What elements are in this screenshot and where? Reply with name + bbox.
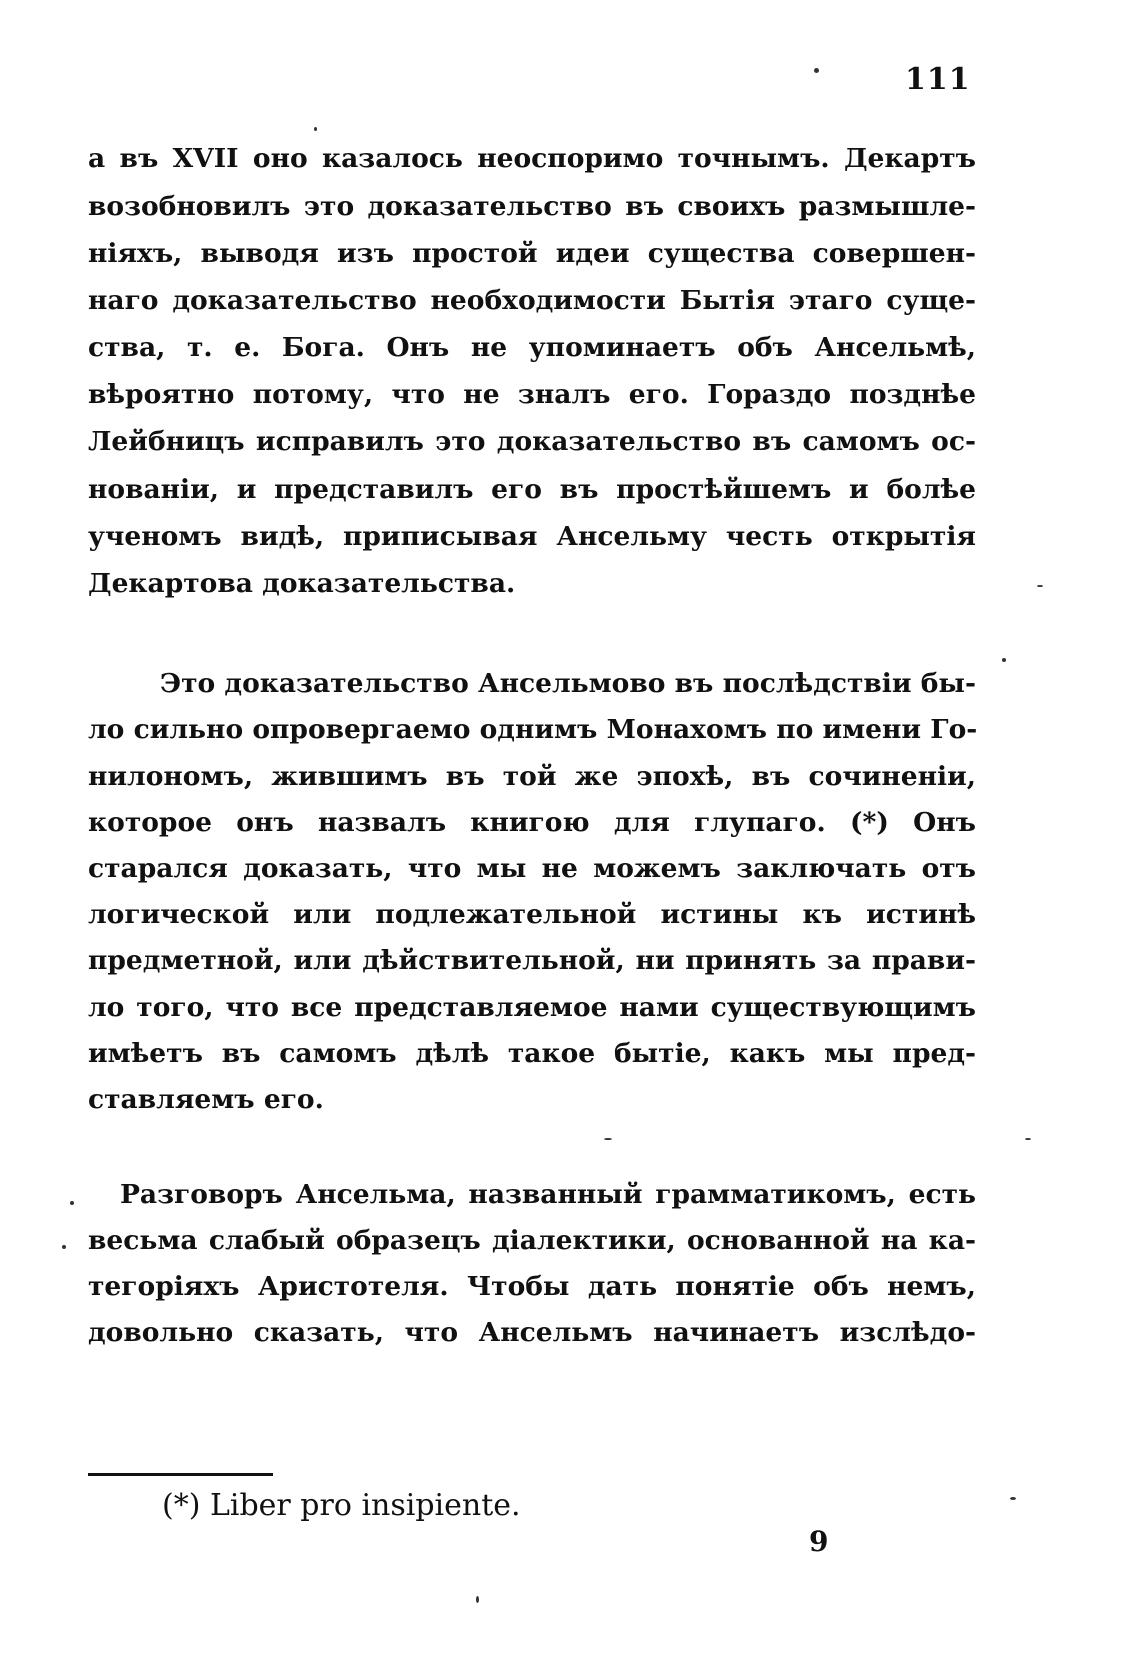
text-line: ставляемъ его. — [88, 1084, 324, 1115]
text-line: ученомъ видѣ, приписывая Ансельму честь открытія — [88, 521, 976, 552]
footnote: (*) Liber pro insipiente. — [162, 1488, 521, 1523]
text-line: наго доказательство необходимости Бытія этаго суще- — [88, 285, 976, 316]
text-line: а въ XVII оно казалось неоспоримо точнымъ. Декартъ — [88, 143, 976, 174]
text-line: Разговоръ Ансельма, названный грамматикомъ, есть — [120, 1179, 976, 1210]
text-line: довольно сказать, что Ансельмъ начинаетъ изслѣдо- — [88, 1317, 976, 1348]
text-line: Лейбницъ исправилъ это доказательство въ самомъ ос- — [88, 426, 976, 457]
text-line: которое онъ назвалъ книгою для глупаго. (*) Онъ — [88, 807, 976, 838]
ink-speck — [1002, 658, 1006, 662]
text-line: ства, т. е. Бога. Онъ не упоминаетъ объ Ансельмѣ, — [88, 332, 976, 363]
page-number: 111 — [905, 62, 971, 97]
text-line: вѣроятно потому, что не зналъ его. Гораздо позднѣе — [88, 379, 976, 410]
text-line: нилономъ, жившимъ въ той же эпохѣ, въ сочиненіи, — [88, 761, 976, 792]
ink-speck — [814, 68, 819, 73]
text-line: ло того, что все представляемое нами существующимъ — [88, 992, 976, 1023]
ink-speck — [476, 1596, 479, 1603]
footnote-rule — [88, 1473, 273, 1476]
text-line: Декартова доказательства. — [88, 568, 516, 599]
ink-speck — [1010, 1497, 1016, 1500]
text-line: ло сильно опровергаемо однимъ Монахомъ по имени Го- — [88, 714, 978, 745]
text-line: тегоріяхъ Аристотеля. Чтобы дать понятіе объ немъ, — [88, 1271, 976, 1302]
ink-speck — [62, 1245, 66, 1249]
text-line: весьма слабый образецъ діалектики, основанной на ка- — [88, 1225, 976, 1256]
text-line: ніяхъ, выводя изъ простой идеи существа совершен- — [88, 238, 976, 269]
text-line: имѣетъ въ самомъ дѣлѣ такое бытіе, какъ мы пред- — [88, 1038, 976, 1069]
ink-speck — [314, 127, 317, 131]
ink-speck — [1037, 585, 1043, 587]
text-line: нованіи, и представилъ его въ простѣйшемъ и болѣе — [88, 474, 976, 505]
text-line: старался доказать, что мы не можемъ заключать отъ — [88, 853, 976, 884]
text-line: Это доказательство Ансельмово въ послѣдствіи бы- — [160, 668, 976, 699]
text-line: предметной, или дѣйствительной, ни принять за прави- — [88, 945, 976, 976]
ink-speck — [604, 1138, 612, 1140]
text-line: возобновилъ это доказательство въ своихъ размышле- — [88, 191, 976, 222]
signature-mark: 9 — [809, 1525, 829, 1558]
text-line: логической или подлежательной истины къ истинѣ — [88, 899, 976, 930]
ink-speck — [1025, 1138, 1031, 1140]
ink-speck — [70, 1201, 74, 1205]
